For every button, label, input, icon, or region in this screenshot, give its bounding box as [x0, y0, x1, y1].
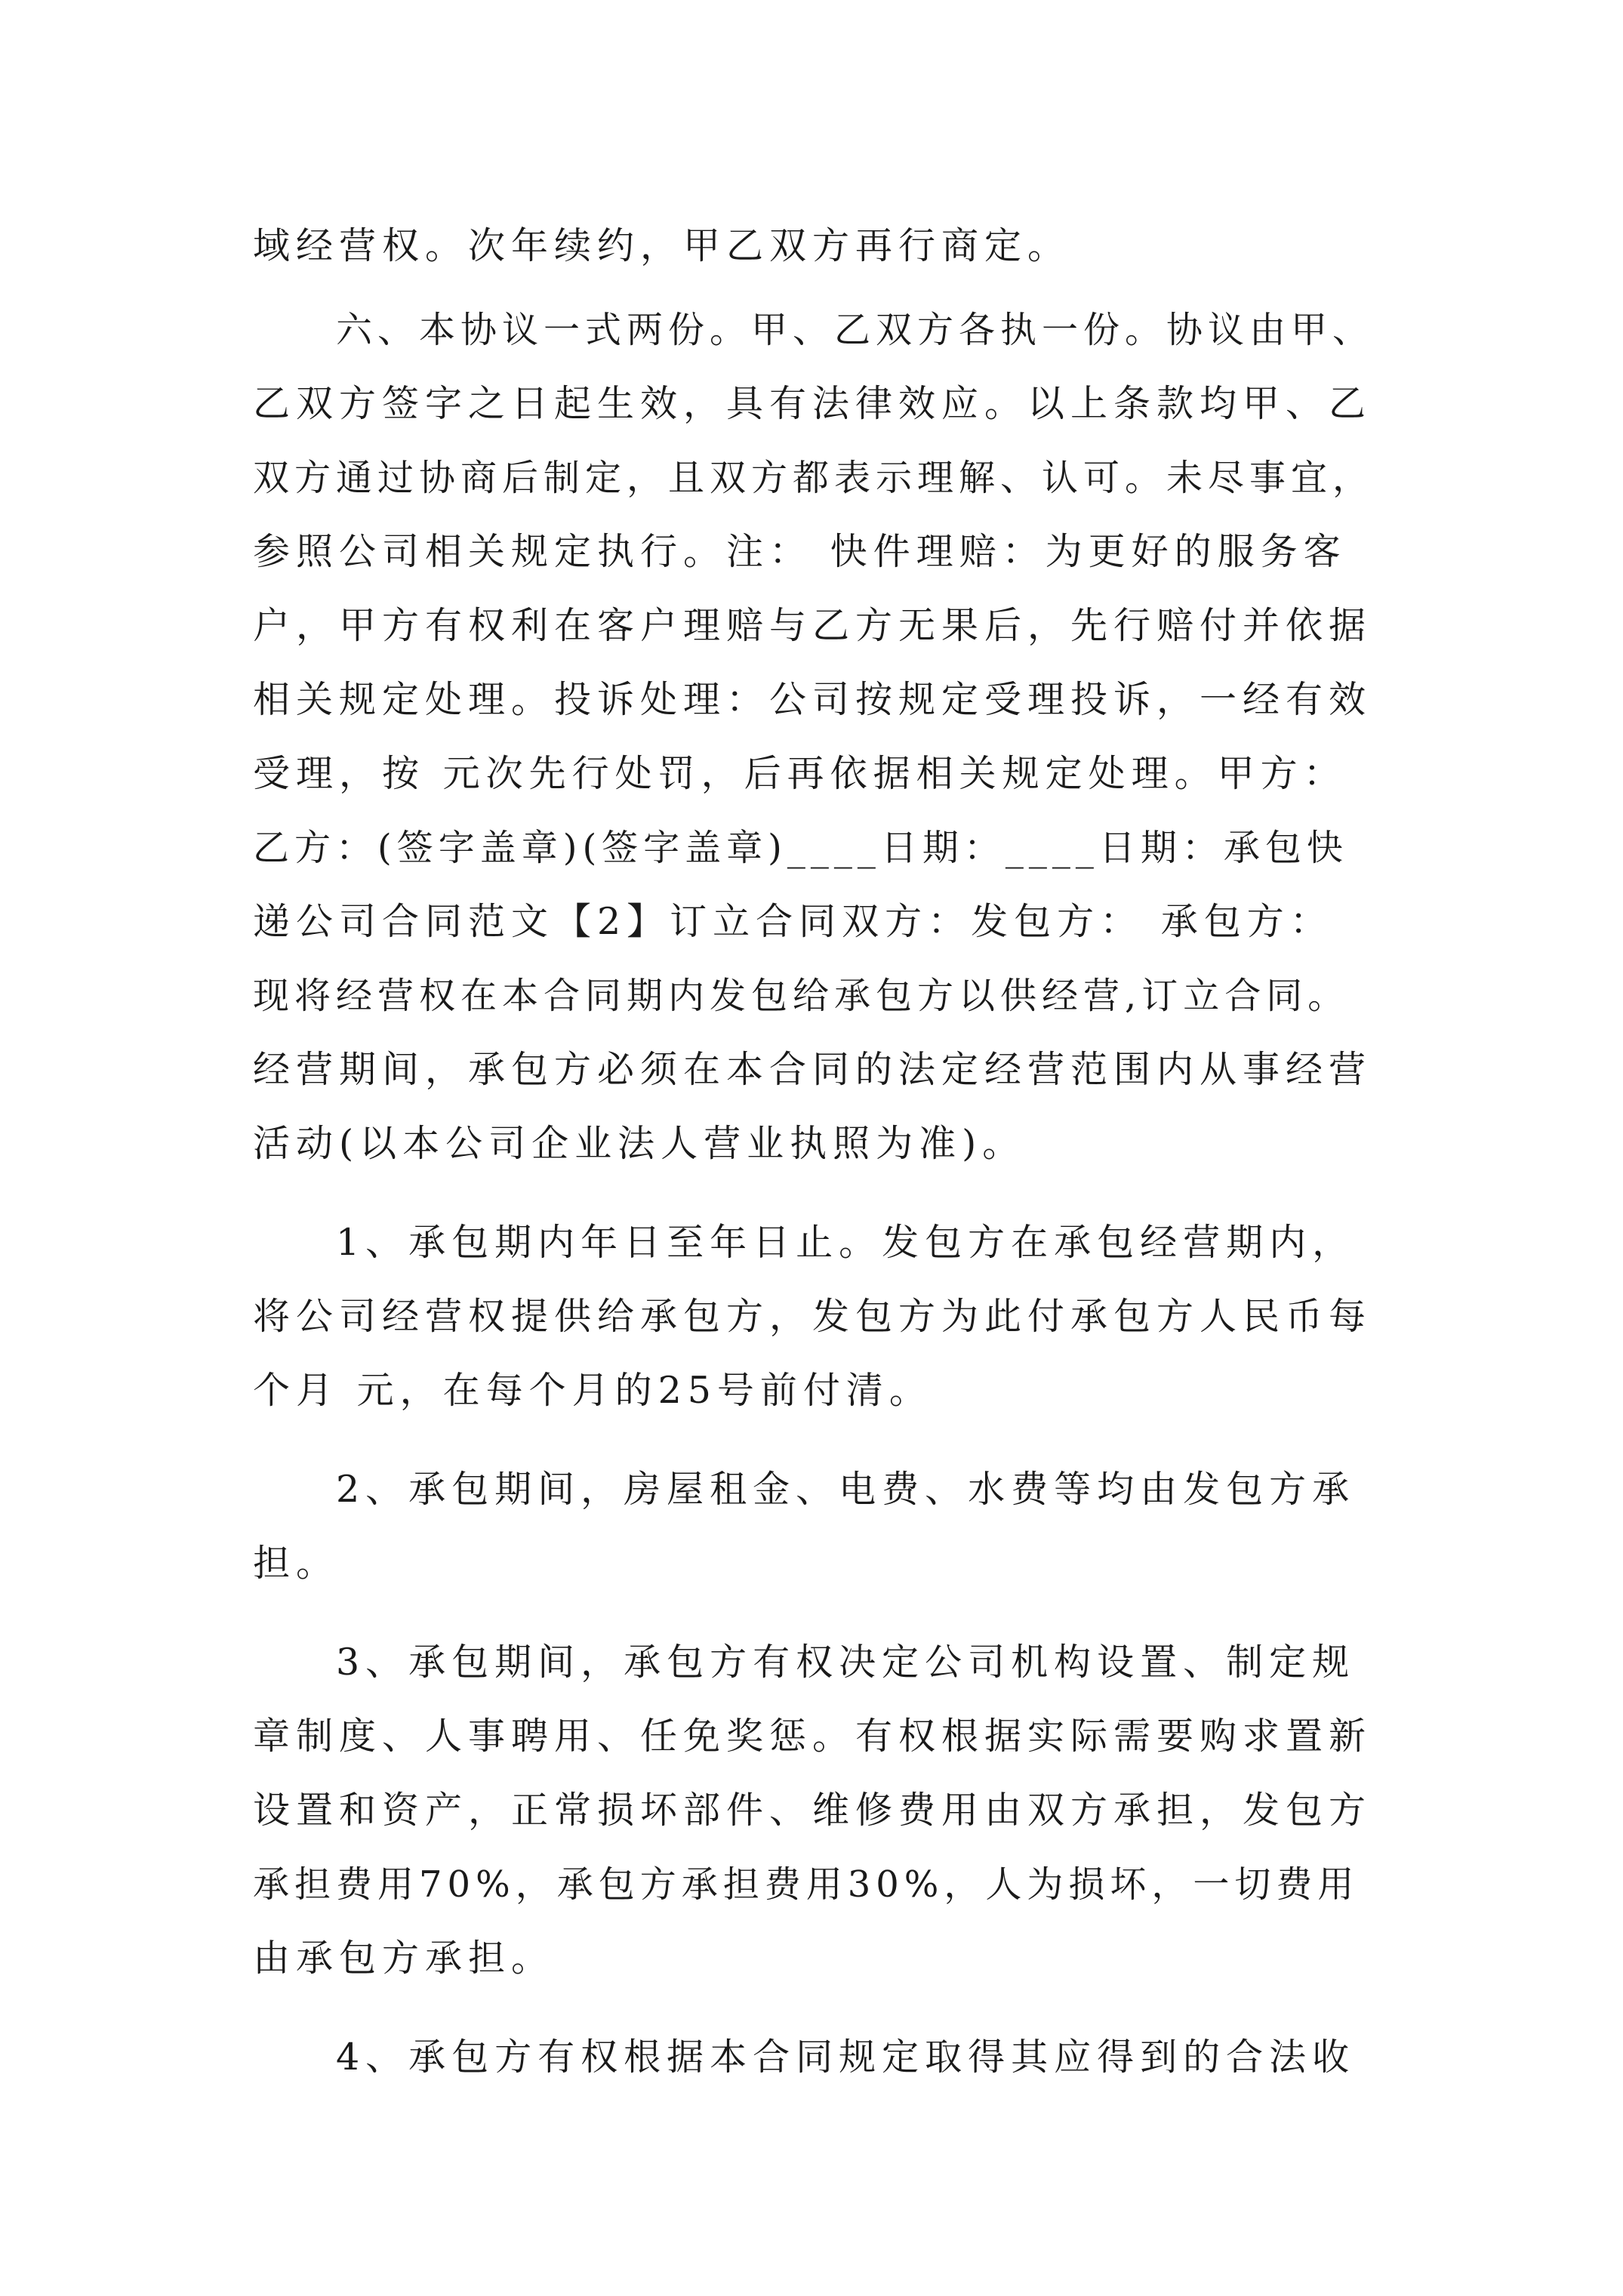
text-line: 相关规定处理。投诉处理：公司按规定受理投诉，一经有效 — [253, 678, 1372, 721]
text-line: 双方通过协商后制定，且双方都表示理解、认可。未尽事宜， — [253, 457, 1375, 499]
text-line: 设置和资产，正常损坏部件、维修费用由双方承担，发包方 — [253, 1789, 1372, 1832]
text-line: 2、承包期间，房屋租金、电费、水费等均由发包方承 — [336, 1468, 1356, 1511]
text-line: 现将经营权在本合同期内发包给承包方以供经营,订立合同。 — [253, 975, 1350, 1017]
text-line: 4、承包方有权根据本合同规定取得其应得到的合法收 — [336, 2036, 1356, 2079]
text-line: 户，甲方有权利在客户理赔与乙方无果后，先行赔付并依据 — [253, 604, 1372, 647]
text-line: 1、承包期内年日至年日止。发包方在承包经营期内， — [336, 1221, 1356, 1264]
text-line: 个月 元，在每个月的25号前付清。 — [253, 1369, 932, 1412]
text-line: 域经营权。次年续约，甲乙双方再行商定。 — [253, 224, 1071, 267]
text-line: 3、承包期间，承包方有权决定公司机构设置、制定规 — [336, 1641, 1356, 1684]
text-line: 乙方：(签字盖章)(签字盖章)____日期：____日期：承包快 — [253, 827, 1348, 869]
text-line: 由承包方承担。 — [253, 1937, 555, 1980]
text-line: 经营期间，承包方必须在本合同的法定经营范围内从事经营 — [253, 1048, 1372, 1091]
text-line: 乙双方签字之日起生效，具有法律效应。以上条款均甲、乙 — [253, 382, 1372, 425]
text-line: 活动(以本公司企业法人营业执照为准)。 — [253, 1122, 1026, 1165]
text-line: 递公司合同范文【2】订立合同双方：发包方： 承包方： — [253, 900, 1333, 943]
text-line: 将公司经营权提供给承包方，发包方为此付承包方人民币每 — [253, 1295, 1372, 1338]
text-line: 受理，按 元次先行处罚，后再依据相关规定处理。甲方： — [253, 752, 1347, 795]
text-line: 承担费用70%，承包方承担费用30%，人为损坏，一切费用 — [253, 1863, 1360, 1906]
text-line: 章制度、人事聘用、任免奖惩。有权根据实际需要购求置新 — [253, 1715, 1372, 1758]
text-line: 六、本协议一式两份。甲、乙双方各执一份。协议由甲、 — [336, 309, 1375, 351]
text-line: 参照公司相关规定执行。注： 快件理赔：为更好的服务客 — [253, 530, 1347, 573]
text-line: 担。 — [253, 1542, 340, 1585]
